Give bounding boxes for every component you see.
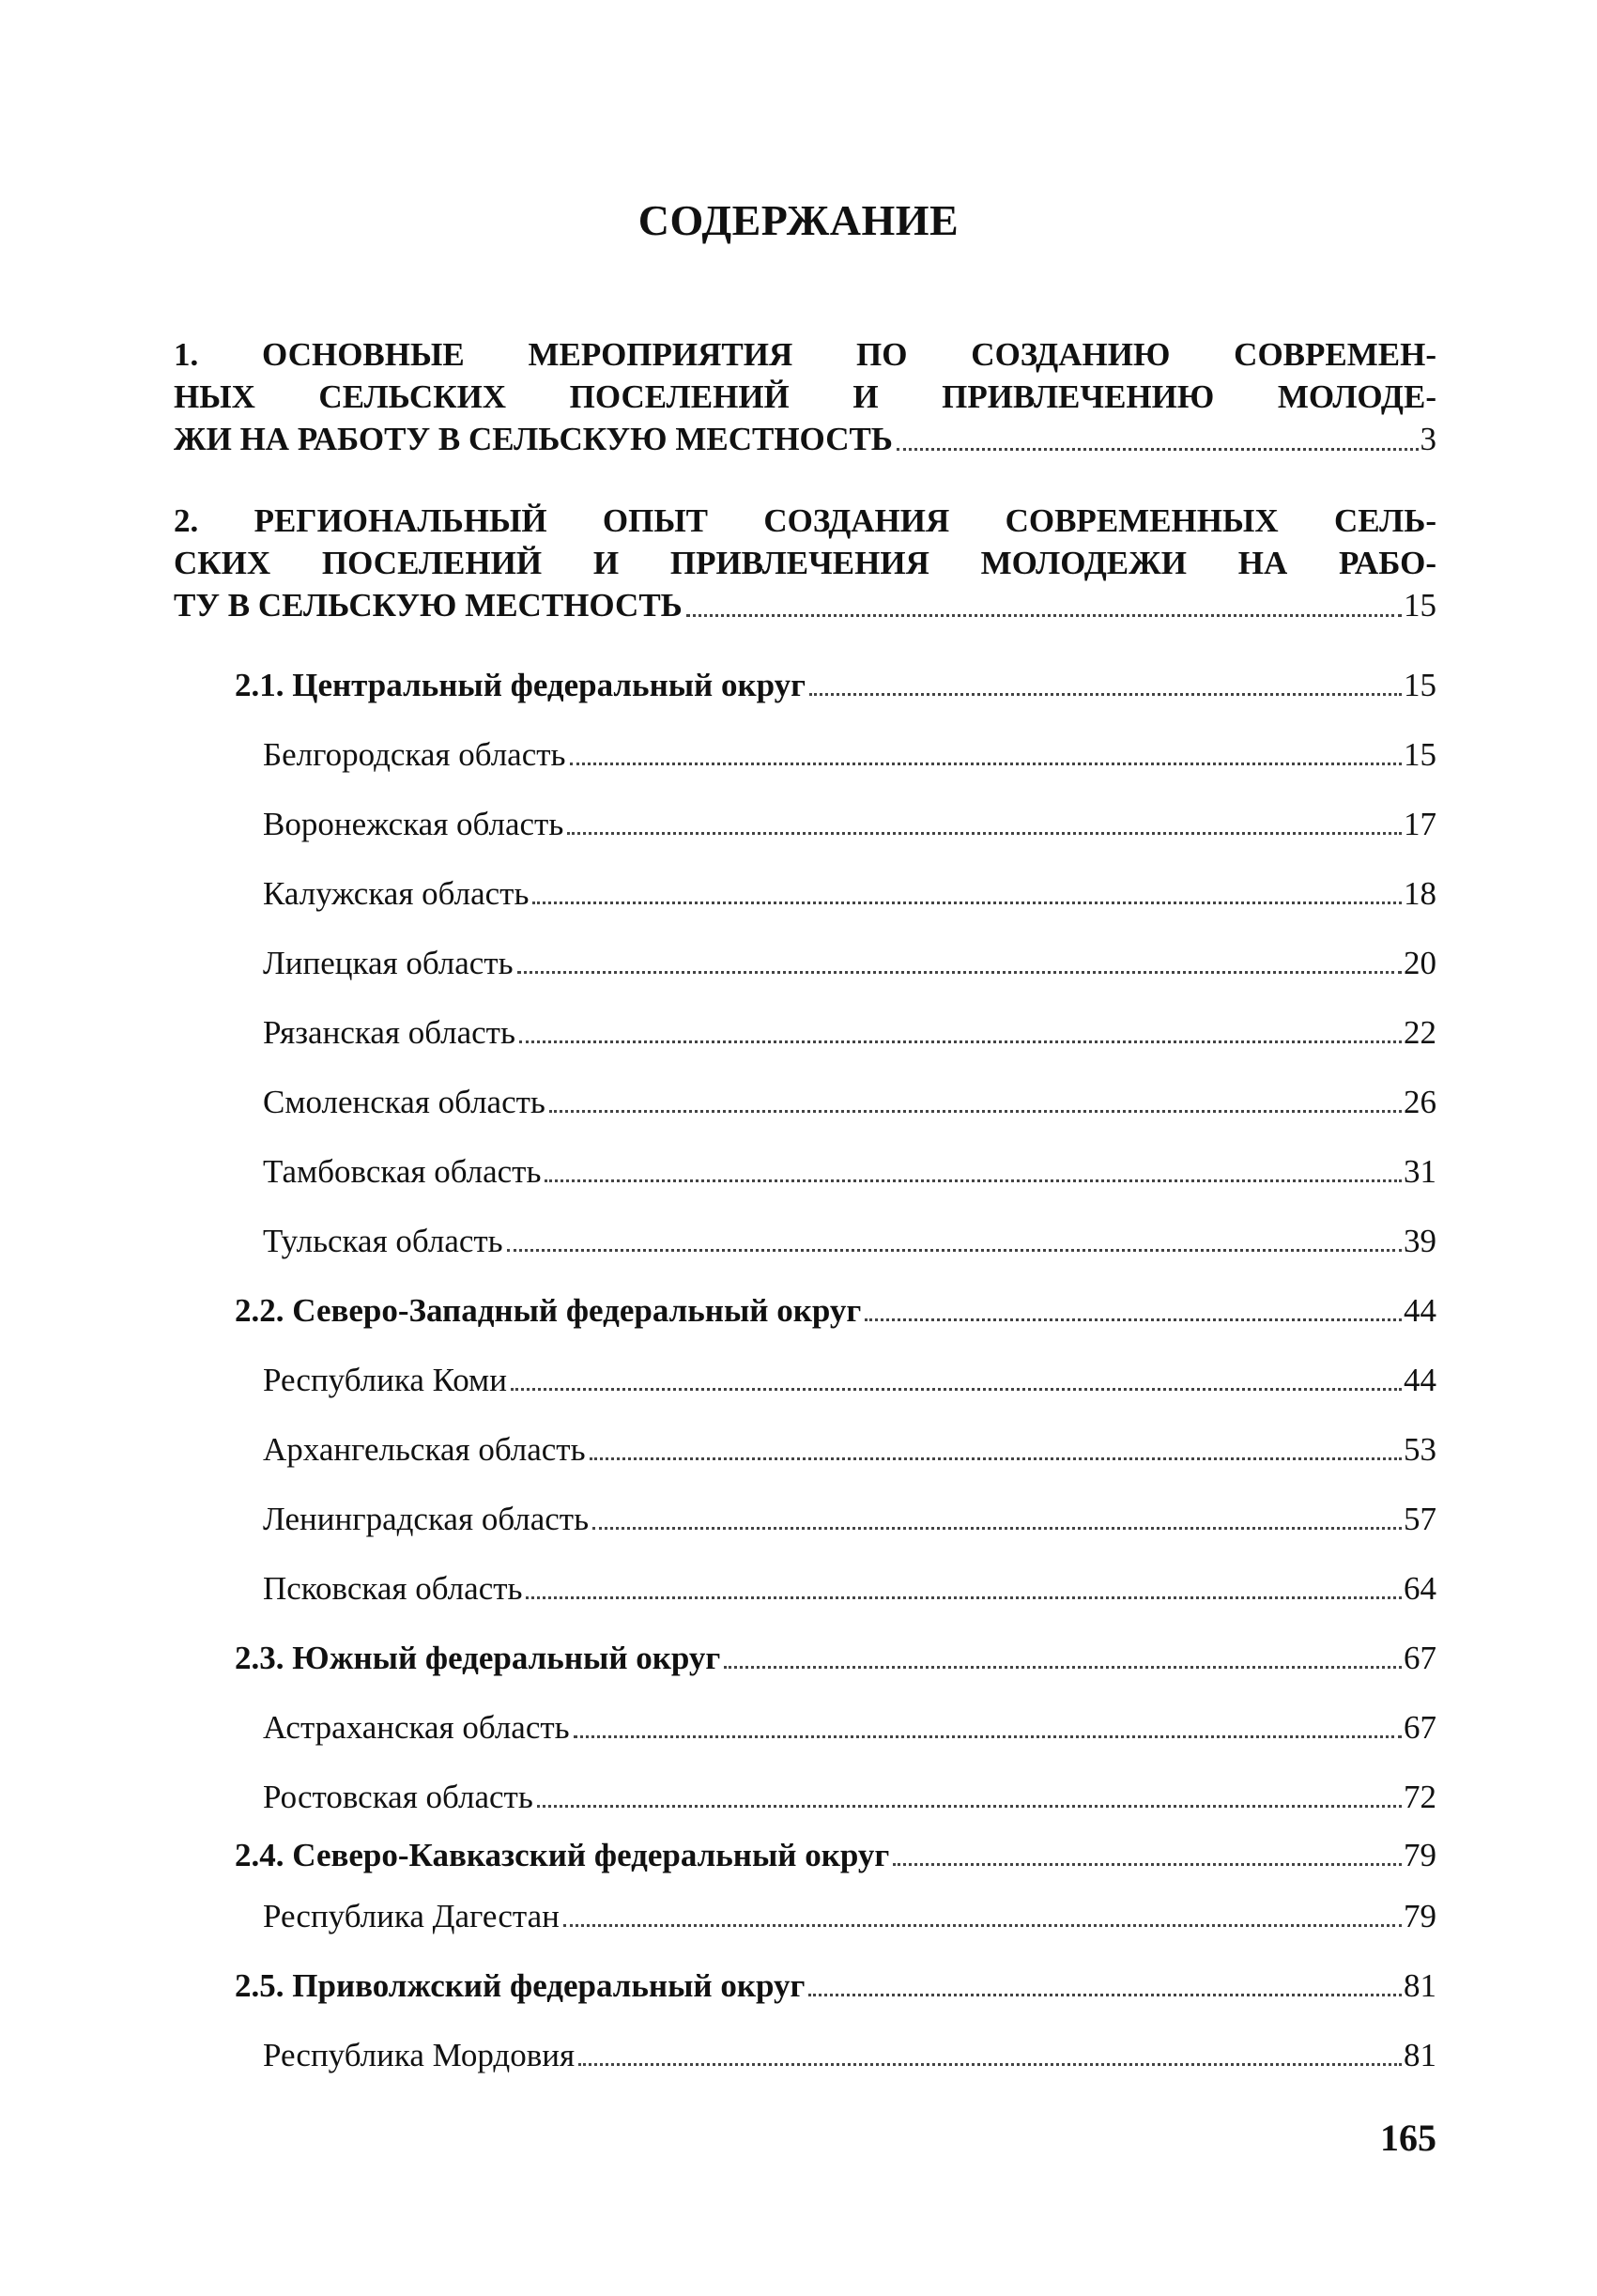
toc-entry-arkhangelsk[interactable] — [263, 1433, 1436, 1466]
leader-dots — [590, 1456, 1402, 1460]
toc-section-2-line-3: ТУ В СЕЛЬСКУЮ МЕСТНОСТЬ — [174, 587, 683, 624]
toc-entry-rostov[interactable] — [263, 1780, 1436, 1813]
toc-entry-dagestan[interactable] — [263, 1900, 1436, 1933]
leader-dots — [511, 1387, 1402, 1391]
toc-entry-label: Рязанская область — [263, 1014, 515, 1051]
toc-entry-page: 15 — [1404, 667, 1436, 703]
leader-dots — [563, 1923, 1402, 1927]
toc-entry-label: Архангельская область — [263, 1431, 586, 1468]
toc-entry-label: Смоленская область — [263, 1084, 545, 1120]
toc-entry-northwest-district[interactable] — [235, 1294, 1436, 1327]
toc-entry-tula[interactable] — [263, 1225, 1436, 1257]
toc-entry-label: Калужская область — [263, 875, 530, 912]
toc-section-1-line-3: ЖИ НА РАБОТУ В СЕЛЬСКУЮ МЕСТНОСТЬ — [174, 421, 893, 457]
leader-dots — [592, 1526, 1402, 1530]
toc-entry-leningrad[interactable] — [263, 1502, 1436, 1535]
leader-dots — [519, 1040, 1402, 1043]
toc-entry-central-district[interactable] — [235, 669, 1436, 701]
toc-section-2-line-1: 2. РЕГИОНАЛЬНЫЙ ОПЫТ СОЗДАНИЯ СОВРЕМЕННЫХ СЕЛЬ- — [174, 502, 1436, 539]
toc-entry-tambov[interactable] — [263, 1155, 1436, 1188]
toc-entry-label: Липецкая область — [263, 945, 514, 981]
toc-entry-label: 2.5. Приволжский федеральный округ — [235, 1967, 806, 2004]
toc-section-1-line-2: НЫХ СЕЛЬСКИХ ПОСЕЛЕНИЙ И ПРИВЛЕЧЕНИЮ МОЛОДЕ- — [174, 378, 1436, 415]
toc-entry-page: 79 — [1404, 1837, 1436, 1873]
leader-dots — [574, 1734, 1402, 1738]
toc-section-1-line-1: 1. ОСНОВНЫЕ МЕРОПРИЯТИЯ ПО СОЗДАНИЮ СОВРЕМЕН- — [174, 336, 1436, 373]
leader-dots — [567, 831, 1402, 835]
page-title: СОДЕРЖАНИЕ — [637, 196, 960, 244]
toc-entry-page: 26 — [1404, 1084, 1436, 1120]
leader-dots — [897, 447, 1419, 451]
toc-entry-belgorod[interactable] — [263, 738, 1436, 771]
toc-entry-astrakhan[interactable] — [263, 1711, 1436, 1744]
toc-entry-smolensk[interactable] — [263, 1086, 1436, 1118]
leader-dots — [686, 613, 1402, 617]
toc-entry-page: 57 — [1404, 1501, 1436, 1537]
leader-dots — [724, 1665, 1402, 1669]
toc-entry-label: Ростовская область — [263, 1779, 533, 1815]
leader-dots — [808, 1993, 1402, 1996]
toc-entry-voronezh[interactable] — [263, 808, 1436, 840]
toc-section-1-page: 3 — [1420, 421, 1436, 457]
toc-entry-label: 2.2. Северо-Западный федеральный округ — [235, 1292, 862, 1329]
toc-entry-page: 64 — [1404, 1570, 1436, 1607]
toc-section-2[interactable] — [174, 500, 1436, 626]
leader-dots — [526, 1595, 1402, 1599]
toc-entry-page: 22 — [1404, 1014, 1436, 1051]
toc-section-2-page: 15 — [1404, 587, 1436, 624]
toc-entry-label: Белгородская область — [263, 736, 566, 773]
toc-entry-label: Тамбовская область — [263, 1153, 542, 1190]
toc-entry-pskov[interactable] — [263, 1572, 1436, 1605]
toc-entry-page: 39 — [1404, 1223, 1436, 1259]
toc-entry-label: Республика Коми — [263, 1362, 507, 1398]
toc-entry-label: Тульская область — [263, 1223, 503, 1259]
toc-entry-label: Республика Мордовия — [263, 2037, 576, 2073]
toc-entry-page: 81 — [1404, 2037, 1436, 2073]
toc-entry-ryazan[interactable] — [263, 1016, 1436, 1049]
toc-section-1[interactable] — [174, 333, 1436, 460]
leader-dots — [517, 970, 1402, 974]
page-number: 165 — [1380, 2117, 1436, 2159]
leader-dots — [537, 1804, 1402, 1808]
toc-entry-label: Псковская область — [263, 1570, 523, 1607]
toc-entry-label: 2.4. Северо-Кавказский федеральный округ — [235, 1837, 890, 1873]
toc-entry-label: Воронежская область — [263, 806, 564, 842]
leader-dots — [507, 1248, 1402, 1252]
toc-entry-mordovia[interactable] — [263, 2039, 1436, 2072]
toc-entry-label: 2.3. Южный федеральный округ — [235, 1640, 721, 1676]
toc-entry-page: 53 — [1404, 1431, 1436, 1468]
toc-entry-page: 31 — [1404, 1153, 1436, 1190]
toc-entry-komi[interactable] — [263, 1364, 1436, 1396]
leader-dots — [893, 1862, 1402, 1866]
toc-entry-page: 72 — [1404, 1779, 1436, 1815]
toc-entry-label: 2.1. Центральный федеральный округ — [235, 667, 806, 703]
toc-entry-page: 44 — [1404, 1362, 1436, 1398]
leader-dots — [865, 1318, 1402, 1321]
toc-entry-label: Республика Дагестан — [263, 1898, 560, 1934]
toc-entry-page: 17 — [1404, 806, 1436, 842]
toc-entry-page: 18 — [1404, 875, 1436, 912]
toc-entry-page: 67 — [1404, 1709, 1436, 1746]
toc-entry-label: Астраханская область — [263, 1709, 570, 1746]
toc-entry-page: 81 — [1404, 1967, 1436, 2004]
toc-entry-page: 20 — [1404, 945, 1436, 981]
toc-section-2-line-2: СКИХ ПОСЕЛЕНИЙ И ПРИВЛЕЧЕНИЯ МОЛОДЕЖИ НА РАБО- — [174, 545, 1436, 581]
toc-entry-kaluga[interactable] — [263, 877, 1436, 910]
leader-dots — [578, 2062, 1402, 2066]
leader-dots — [549, 1109, 1402, 1113]
leader-dots — [545, 1179, 1402, 1182]
toc-entry-page: 44 — [1404, 1292, 1436, 1329]
toc-entry-south-district[interactable] — [235, 1641, 1436, 1674]
leader-dots — [532, 901, 1402, 904]
leader-dots — [809, 692, 1402, 696]
toc-entry-page: 15 — [1404, 736, 1436, 773]
toc-entry-page: 67 — [1404, 1640, 1436, 1676]
toc-entry-volga-district[interactable] — [235, 1969, 1436, 2002]
leader-dots — [570, 762, 1402, 765]
toc-entry-lipetsk[interactable] — [263, 947, 1436, 979]
toc-entry-page: 79 — [1404, 1898, 1436, 1934]
toc-entry-label: Ленинградская область — [263, 1501, 590, 1537]
toc-entry-north-caucasus-district[interactable] — [235, 1839, 1436, 1872]
